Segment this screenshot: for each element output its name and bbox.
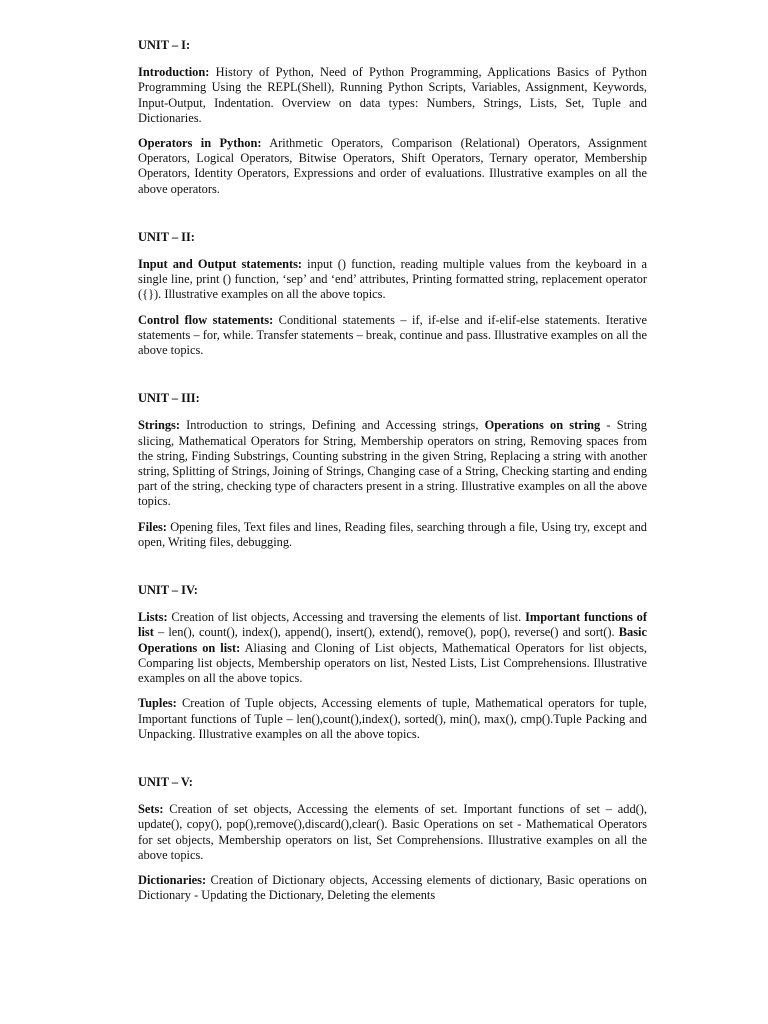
topic-text: Creation of Tuple objects, Accessing elements of tuple, Mathematical operators for tuple, Important functions of Tuple – len(),count(),index(), sorted(), min(), max(), cmp().Tuple Packing and Unpacking. Illustrative examples on all the above topics. xyxy=(138,696,647,741)
topic-text: Aliasing and Cloning of List objects, Mathematical Operators for list objects, Comparing list objects, Membership operators on list, Nested Lists, List Comprehensions. Illustrative examples on all the above topics. xyxy=(138,640,647,686)
topic-term: Tuples: xyxy=(138,696,177,711)
topic-paragraph xyxy=(138,520,647,550)
unit-heading: UNIT – IV: xyxy=(138,583,198,598)
unit-heading: UNIT – II: xyxy=(138,229,195,244)
topic-term: Control flow statements: xyxy=(138,312,274,327)
topic-paragraph xyxy=(138,257,647,303)
topic-term: Dictionaries: xyxy=(138,872,207,887)
topic-text: input () function, reading multiple values from the keyboard in a single line, print () function, ‘sep’ and ‘end’ attributes, Printing formatted string, replacement operator ({}). Illustrative examples on all the above topics. xyxy=(138,257,647,302)
topic-term: Introduction: xyxy=(138,65,210,80)
topic-text: Creation of list objects, Accessing and traversing the elements of list. xyxy=(167,610,526,625)
topic-text: Arithmetic Operators, Comparison (Relational) Operators, Assignment Operators, Logical Operators, Bitwise Operators, Shift Operators, Ternary operator, Membership Operators, Identity Operators, Expressions and order of evaluations. Illustrative examples on all the above operators. xyxy=(138,136,648,196)
topic-text: – len(), count(), index(), append(), insert(), extend(), remove(), pop(), reverse() and sort(). xyxy=(153,625,619,640)
unit-heading: UNIT – III: xyxy=(138,391,200,406)
topic-text: Creation of Dictionary objects, Accessing elements of dictionary, Basic operations on Dictionary - Updating the Dictionary, Deleting the elements xyxy=(138,872,647,903)
topic-paragraph xyxy=(138,696,647,742)
unit-heading: UNIT – V: xyxy=(138,774,193,789)
topic-text: - String slicing, Mathematical Operators for String, Membership operators on string, Removing spaces from the string, Finding Substrings, Counting substring in the given String, Replacing a string with another string, Splitting of Strings, Joining of Strings, Changing case of a String, Checking starting and ending part of the string, checking type of characters present in a string. Illustrative examples on all the above topics. xyxy=(138,418,648,509)
topic-text: Conditional statements – if, if-else and if-elif-else statements. Iterative statements – for, while. Transfer statements – break, continue and pass. Illustrative examples on all the above topics. xyxy=(138,312,647,358)
topic-term: Strings: xyxy=(138,418,180,433)
topic-term: Basic Operations on list: xyxy=(138,625,647,655)
topic-text: Introduction to strings, Defining and Accessing strings, xyxy=(180,418,485,433)
unit-section xyxy=(138,391,647,550)
topic-term: Operators in Python: xyxy=(138,136,262,151)
unit-section xyxy=(138,775,647,903)
unit-heading: UNIT – I: xyxy=(138,38,191,52)
topic-paragraph xyxy=(138,418,647,509)
topic-term: Operations on string xyxy=(484,418,601,433)
unit-section xyxy=(138,38,647,197)
topic-paragraph xyxy=(138,873,647,903)
topic-paragraph xyxy=(138,802,647,863)
topic-paragraph xyxy=(138,136,647,197)
topic-paragraph xyxy=(138,313,647,359)
topic-term: Input and Output statements: xyxy=(138,257,303,272)
topic-paragraph xyxy=(138,65,647,126)
topic-text: Creation of set objects, Accessing the elements of set. Important functions of set – add(), update(), copy(), pop(),remove(),discard(),clear(). Basic Operations on set - Mathematical Operators for set objects, Membership operators on list, Set Comprehensions. Illustrative examples on all the above topics. xyxy=(138,802,647,862)
topic-paragraph xyxy=(138,610,647,686)
topic-term: Files: xyxy=(138,519,167,534)
topic-text: Opening files, Text files and lines, Reading files, searching through a file, Using try, except and open, Writing files, debugging. xyxy=(138,519,647,549)
topic-term: Sets: xyxy=(138,802,164,817)
unit-section xyxy=(138,583,647,742)
topic-term: Lists: xyxy=(138,610,168,625)
document-page xyxy=(138,38,647,903)
topic-term: Important functions of list xyxy=(138,610,647,640)
topic-text: History of Python, Need of Python Programming, Applications Basics of Python Programming Using the REPL(Shell), Running Python Scripts, Variables, Assignment, Keywords, Input-Output, Indentation. Overview on data types: Numbers, Strings, Lists, Set, Tuple and Dictionaries. xyxy=(138,65,647,125)
unit-section xyxy=(138,230,647,358)
